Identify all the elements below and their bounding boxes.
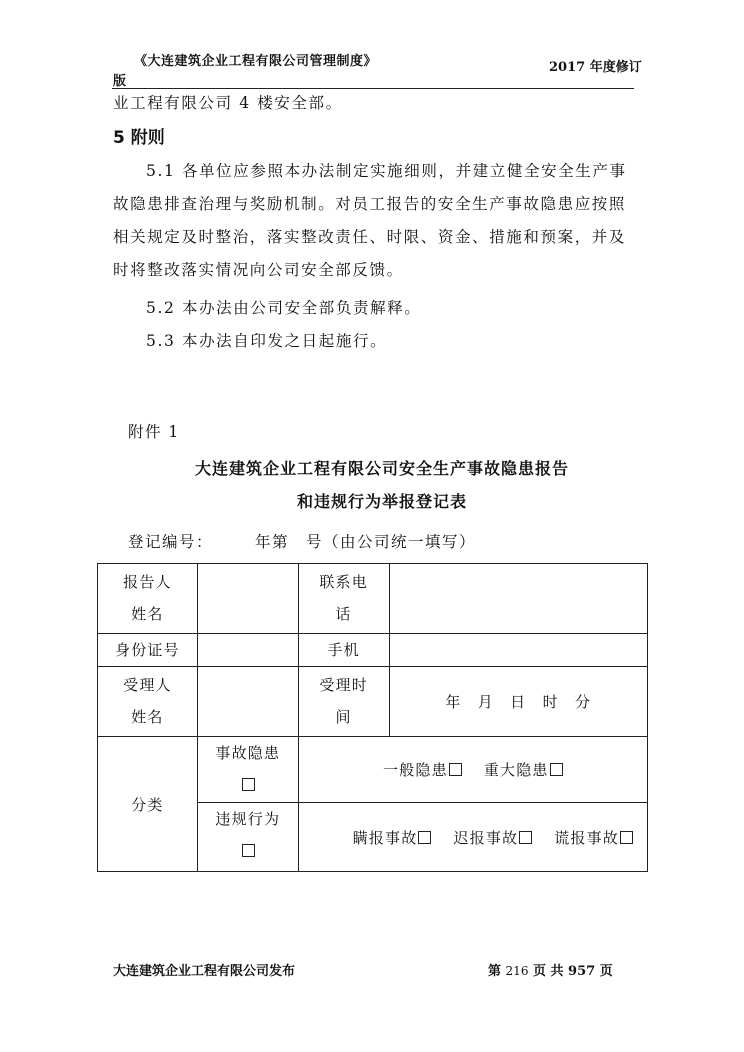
attachment-title-line2: 和违规行为举报登记表 (296, 492, 467, 511)
contact-phone-label: 联系电话 (298, 564, 389, 634)
violation-options (298, 803, 647, 872)
id-number-field[interactable] (197, 634, 298, 667)
attachment-label: 附件 1 (128, 423, 180, 441)
receiver-name-field[interactable] (197, 667, 298, 737)
category-label: 分类 (98, 737, 198, 872)
reporter-name-field[interactable] (197, 564, 298, 634)
page-prefix: 第 (488, 964, 502, 979)
late-checkbox[interactable] (519, 831, 532, 844)
page-suffix: 页 (599, 964, 613, 979)
violation-cell (197, 803, 298, 872)
header-revision-wrap: 版 (113, 74, 127, 89)
hazard-label: 事故隐患 (215, 744, 281, 762)
violation-label: 违规行为 (215, 810, 281, 828)
registration-fill: 年第 号（由公司统一填写） (255, 533, 477, 551)
section-title: 5 附则 (113, 128, 165, 148)
hazard-major-label: 重大隐患 (483, 761, 549, 779)
page-total: 957 (568, 964, 596, 979)
receiver-name-label: 受理人姓名 (98, 667, 198, 737)
violation-checkbox[interactable] (242, 844, 255, 857)
header-revision: 2017 年度修订 (549, 60, 642, 75)
late-label: 迟报事故 (453, 828, 519, 847)
paragraph-5-2: 5.2 本办法由公司安全部负责解释。 (146, 299, 422, 317)
page-current: 216 (505, 964, 529, 978)
conceal-label: 瞒报事故 (352, 828, 418, 847)
receive-time-label: 受理时间 (298, 667, 389, 737)
mobile-field[interactable] (389, 634, 647, 667)
hazard-major-checkbox[interactable] (550, 763, 563, 776)
page-mid: 页 共 (532, 964, 564, 979)
id-number-label: 身份证号 (98, 634, 198, 667)
paragraph-5-1: 5.1 各单位应参照本办法制定实施细则，并建立健全安全生产事故隐患排查治理与奖励机制。对员工报告的安全生产事故隐患应按照相关规定及时整治，落实整改责任、时限、资金、措施和预案，并及时将整改落实情况向公司安全部反馈。 (113, 162, 627, 279)
hazard-options (298, 737, 647, 803)
false-report-checkbox[interactable] (620, 831, 633, 844)
hazard-general-label: 一般隐患 (383, 761, 448, 779)
registration-label: 登记编号： (128, 533, 214, 551)
mobile-label: 手机 (298, 634, 389, 667)
footer-publisher: 大连建筑企业工程有限公司发布 (113, 964, 296, 979)
contact-phone-field[interactable] (389, 564, 647, 634)
footer-page-number (488, 960, 613, 979)
false-report-label: 谎报事故 (554, 828, 620, 847)
hazard-checkbox[interactable] (242, 778, 255, 791)
report-form-table (97, 563, 648, 872)
registration-number (128, 530, 476, 552)
conceal-checkbox[interactable] (418, 831, 431, 844)
continuation-text: 业工程有限公司 4 楼安全部。 (113, 94, 343, 112)
paragraph-5-3: 5.3 本办法自印发之日起施行。 (146, 332, 388, 350)
header-doc-title: 《大连建筑企业工程有限公司管理制度》 (134, 54, 378, 69)
reporter-name-label: 报告人姓名 (98, 564, 198, 634)
hazard-general-checkbox[interactable] (449, 763, 462, 776)
attachment-title-line1: 大连建筑企业工程有限公司安全生产事故隐患报告 (194, 459, 569, 478)
hazard-cell (197, 737, 298, 803)
receive-time-field[interactable]: 年 月 日 时 分 (389, 667, 647, 737)
